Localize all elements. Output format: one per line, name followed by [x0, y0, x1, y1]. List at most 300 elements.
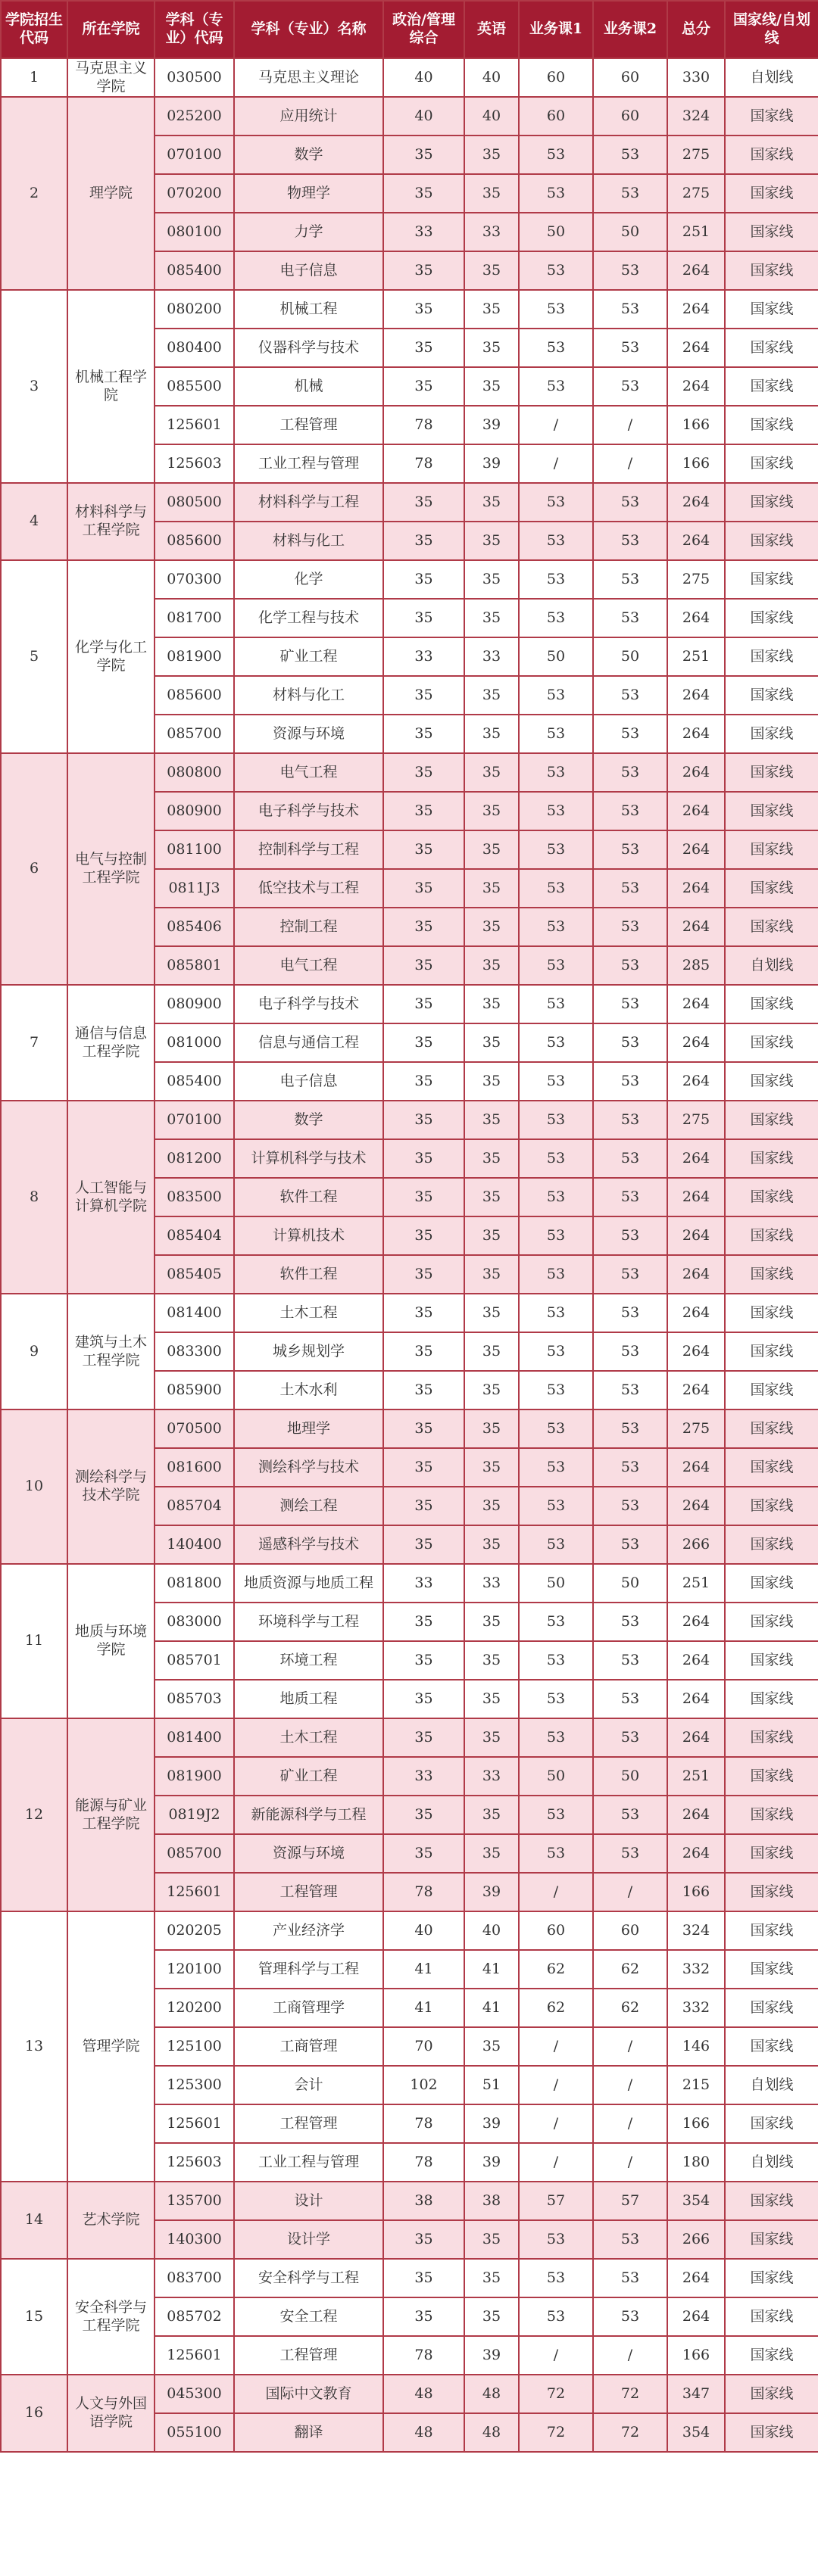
- major-name-cell: 物理学: [234, 174, 383, 213]
- english-score-cell: 33: [464, 637, 519, 676]
- header-line-type: 国家线/自划线: [725, 1, 818, 58]
- course2-score-cell: 53: [593, 715, 667, 753]
- politics-score-cell: 35: [383, 367, 464, 406]
- course1-score-cell: 53: [519, 792, 593, 830]
- total-score-cell: 264: [667, 1178, 725, 1216]
- major-name-cell: 化学工程与技术: [234, 599, 383, 637]
- major-name-cell: 材料科学与工程: [234, 483, 383, 522]
- total-score-cell: 251: [667, 1564, 725, 1603]
- line-type-cell: 国家线: [725, 1718, 818, 1757]
- table-row: [1, 985, 818, 1023]
- major-code-cell: 083700: [155, 2259, 234, 2297]
- major-code-cell: 081100: [155, 830, 234, 869]
- politics-score-cell: 35: [383, 174, 464, 213]
- english-score-cell: 35: [464, 792, 519, 830]
- line-type-cell: 国家线: [725, 1255, 818, 1294]
- major-name-cell: 电子信息: [234, 1062, 383, 1101]
- english-score-cell: 48: [464, 2413, 519, 2452]
- line-type-cell: 国家线: [725, 676, 818, 715]
- major-name-cell: 数学: [234, 135, 383, 174]
- major-name-cell: 低空技术与工程: [234, 869, 383, 908]
- line-type-cell: 国家线: [725, 2259, 818, 2297]
- english-score-cell: 35: [464, 1255, 519, 1294]
- course1-score-cell: 53: [519, 753, 593, 792]
- course1-score-cell: 50: [519, 213, 593, 251]
- course1-score-cell: 53: [519, 1371, 593, 1409]
- course1-score-cell: /: [519, 406, 593, 444]
- english-score-cell: 35: [464, 1680, 519, 1718]
- course2-score-cell: 53: [593, 2220, 667, 2259]
- politics-score-cell: 35: [383, 1796, 464, 1834]
- major-name-cell: 矿业工程: [234, 1757, 383, 1796]
- course1-score-cell: 53: [519, 2297, 593, 2336]
- politics-score-cell: 78: [383, 1873, 464, 1911]
- major-name-cell: 工程管理: [234, 2336, 383, 2375]
- college-name-cell: 管理学院: [67, 1911, 155, 2182]
- course1-score-cell: 53: [519, 251, 593, 290]
- english-score-cell: 35: [464, 1603, 519, 1641]
- course2-score-cell: 53: [593, 985, 667, 1023]
- politics-score-cell: 78: [383, 2336, 464, 2375]
- major-code-cell: 085500: [155, 367, 234, 406]
- total-score-cell: 264: [667, 715, 725, 753]
- course2-score-cell: 60: [593, 1911, 667, 1950]
- line-type-cell: 国家线: [725, 1139, 818, 1178]
- line-type-cell: 国家线: [725, 290, 818, 329]
- major-name-cell: 材料与化工: [234, 522, 383, 560]
- line-type-cell: 国家线: [725, 1448, 818, 1487]
- english-score-cell: 35: [464, 599, 519, 637]
- major-name-cell: 机械工程: [234, 290, 383, 329]
- major-name-cell: 电气工程: [234, 946, 383, 985]
- line-type-cell: 国家线: [725, 329, 818, 367]
- college-code-cell: 9: [1, 1294, 67, 1409]
- english-score-cell: 35: [464, 1023, 519, 1062]
- line-type-cell: 国家线: [725, 753, 818, 792]
- course2-score-cell: 53: [593, 367, 667, 406]
- major-name-cell: 测绘科学与技术: [234, 1448, 383, 1487]
- line-type-cell: 国家线: [725, 1294, 818, 1332]
- total-score-cell: 264: [667, 290, 725, 329]
- total-score-cell: 264: [667, 830, 725, 869]
- major-code-cell: 081800: [155, 1564, 234, 1603]
- politics-score-cell: 40: [383, 58, 464, 97]
- major-name-cell: 力学: [234, 213, 383, 251]
- major-code-cell: 085801: [155, 946, 234, 985]
- politics-score-cell: 33: [383, 213, 464, 251]
- course2-score-cell: 50: [593, 1564, 667, 1603]
- major-code-cell: 0819J2: [155, 1796, 234, 1834]
- politics-score-cell: 35: [383, 908, 464, 946]
- english-score-cell: 35: [464, 946, 519, 985]
- table-row: [1, 290, 818, 329]
- major-code-cell: 140400: [155, 1525, 234, 1564]
- course1-score-cell: /: [519, 2066, 593, 2104]
- politics-score-cell: 33: [383, 1564, 464, 1603]
- line-type-cell: 国家线: [725, 869, 818, 908]
- course1-score-cell: 53: [519, 1448, 593, 1487]
- course2-score-cell: 53: [593, 1603, 667, 1641]
- line-type-cell: 国家线: [725, 1062, 818, 1101]
- major-name-cell: 信息与通信工程: [234, 1023, 383, 1062]
- major-code-cell: 080900: [155, 792, 234, 830]
- major-name-cell: 化学: [234, 560, 383, 599]
- table-row: [1, 2259, 818, 2297]
- course1-score-cell: 53: [519, 599, 593, 637]
- politics-score-cell: 48: [383, 2413, 464, 2452]
- course1-score-cell: /: [519, 2104, 593, 2143]
- major-name-cell: 测绘工程: [234, 1487, 383, 1525]
- major-name-cell: 管理科学与工程: [234, 1950, 383, 1989]
- english-score-cell: 35: [464, 1641, 519, 1680]
- politics-score-cell: 40: [383, 97, 464, 135]
- course1-score-cell: 53: [519, 1834, 593, 1873]
- politics-score-cell: 35: [383, 329, 464, 367]
- line-type-cell: 国家线: [725, 792, 818, 830]
- table-row: [1, 560, 818, 599]
- politics-score-cell: 102: [383, 2066, 464, 2104]
- college-code-cell: 1: [1, 58, 67, 97]
- english-score-cell: 35: [464, 2027, 519, 2066]
- total-score-cell: 180: [667, 2143, 725, 2182]
- course2-score-cell: 53: [593, 1525, 667, 1564]
- college-code-cell: 15: [1, 2259, 67, 2375]
- course1-score-cell: 53: [519, 1023, 593, 1062]
- course2-score-cell: /: [593, 406, 667, 444]
- college-name-cell: 理学院: [67, 97, 155, 290]
- major-name-cell: 工程管理: [234, 406, 383, 444]
- line-type-cell: 国家线: [725, 985, 818, 1023]
- college-name-cell: 安全科学与工程学院: [67, 2259, 155, 2375]
- english-score-cell: 35: [464, 135, 519, 174]
- course2-score-cell: 53: [593, 753, 667, 792]
- course2-score-cell: 53: [593, 1101, 667, 1139]
- major-code-cell: 135700: [155, 2182, 234, 2220]
- line-type-cell: 国家线: [725, 174, 818, 213]
- major-name-cell: 应用统计: [234, 97, 383, 135]
- table-row: [1, 58, 818, 97]
- total-score-cell: 215: [667, 2066, 725, 2104]
- english-score-cell: 35: [464, 676, 519, 715]
- line-type-cell: 国家线: [725, 715, 818, 753]
- major-name-cell: 电子科学与技术: [234, 985, 383, 1023]
- major-code-cell: 080100: [155, 213, 234, 251]
- line-type-cell: 国家线: [725, 1911, 818, 1950]
- politics-score-cell: 35: [383, 1487, 464, 1525]
- total-score-cell: 264: [667, 1641, 725, 1680]
- course2-score-cell: 53: [593, 1718, 667, 1757]
- major-code-cell: 085400: [155, 1062, 234, 1101]
- major-code-cell: 070300: [155, 560, 234, 599]
- english-score-cell: 39: [464, 2336, 519, 2375]
- major-code-cell: 070200: [155, 174, 234, 213]
- course1-score-cell: 53: [519, 2220, 593, 2259]
- english-score-cell: 35: [464, 1216, 519, 1255]
- major-name-cell: 安全工程: [234, 2297, 383, 2336]
- major-name-cell: 资源与环境: [234, 715, 383, 753]
- course2-score-cell: 53: [593, 946, 667, 985]
- line-type-cell: 国家线: [725, 2182, 818, 2220]
- politics-score-cell: 48: [383, 2375, 464, 2413]
- major-name-cell: 工商管理学: [234, 1989, 383, 2027]
- table-row: [1, 483, 818, 522]
- course2-score-cell: 53: [593, 251, 667, 290]
- major-code-cell: 085400: [155, 251, 234, 290]
- course1-score-cell: 53: [519, 1680, 593, 1718]
- course2-score-cell: 53: [593, 329, 667, 367]
- politics-score-cell: 78: [383, 2104, 464, 2143]
- course1-score-cell: 53: [519, 174, 593, 213]
- total-score-cell: 275: [667, 560, 725, 599]
- english-score-cell: 35: [464, 1139, 519, 1178]
- course2-score-cell: 57: [593, 2182, 667, 2220]
- major-name-cell: 计算机技术: [234, 1216, 383, 1255]
- college-code-cell: 6: [1, 753, 67, 985]
- major-code-cell: 080900: [155, 985, 234, 1023]
- english-score-cell: 35: [464, 367, 519, 406]
- course1-score-cell: /: [519, 1873, 593, 1911]
- course2-score-cell: /: [593, 1873, 667, 1911]
- major-name-cell: 电气工程: [234, 753, 383, 792]
- english-score-cell: 35: [464, 329, 519, 367]
- line-type-cell: 国家线: [725, 1101, 818, 1139]
- course2-score-cell: /: [593, 2336, 667, 2375]
- course1-score-cell: 60: [519, 1911, 593, 1950]
- politics-score-cell: 35: [383, 522, 464, 560]
- course1-score-cell: /: [519, 2336, 593, 2375]
- major-code-cell: 0811J3: [155, 869, 234, 908]
- english-score-cell: 35: [464, 1409, 519, 1448]
- major-code-cell: 080500: [155, 483, 234, 522]
- line-type-cell: 国家线: [725, 1332, 818, 1371]
- english-score-cell: 39: [464, 444, 519, 483]
- course2-score-cell: 53: [593, 1487, 667, 1525]
- politics-score-cell: 35: [383, 483, 464, 522]
- major-code-cell: 120100: [155, 1950, 234, 1989]
- politics-score-cell: 35: [383, 1294, 464, 1332]
- total-score-cell: 264: [667, 522, 725, 560]
- total-score-cell: 264: [667, 1023, 725, 1062]
- total-score-cell: 166: [667, 406, 725, 444]
- english-score-cell: 35: [464, 1718, 519, 1757]
- major-name-cell: 材料与化工: [234, 676, 383, 715]
- total-score-cell: 324: [667, 1911, 725, 1950]
- major-code-cell: 125603: [155, 444, 234, 483]
- course1-score-cell: 50: [519, 637, 593, 676]
- course1-score-cell: 53: [519, 830, 593, 869]
- english-score-cell: 33: [464, 213, 519, 251]
- header-major-name: 学科（专业）名称: [234, 1, 383, 58]
- header-college-code: 学院招生代码: [1, 1, 67, 58]
- total-score-cell: 251: [667, 213, 725, 251]
- major-name-cell: 软件工程: [234, 1178, 383, 1216]
- total-score-cell: 166: [667, 2104, 725, 2143]
- college-code-cell: 14: [1, 2182, 67, 2259]
- course2-score-cell: 53: [593, 560, 667, 599]
- line-type-cell: 国家线: [725, 1757, 818, 1796]
- line-type-cell: 国家线: [725, 1178, 818, 1216]
- total-score-cell: 251: [667, 637, 725, 676]
- politics-score-cell: 35: [383, 1371, 464, 1409]
- college-name-cell: 测绘科学与技术学院: [67, 1409, 155, 1564]
- course1-score-cell: 53: [519, 908, 593, 946]
- major-code-cell: 025200: [155, 97, 234, 135]
- major-code-cell: 085703: [155, 1680, 234, 1718]
- politics-score-cell: 78: [383, 2143, 464, 2182]
- english-score-cell: 35: [464, 290, 519, 329]
- total-score-cell: 275: [667, 135, 725, 174]
- total-score-cell: 264: [667, 792, 725, 830]
- course2-score-cell: 60: [593, 58, 667, 97]
- course2-score-cell: /: [593, 2143, 667, 2182]
- total-score-cell: 264: [667, 1216, 725, 1255]
- line-type-cell: 国家线: [725, 830, 818, 869]
- course2-score-cell: 53: [593, 135, 667, 174]
- line-type-cell: 国家线: [725, 251, 818, 290]
- line-type-cell: 国家线: [725, 908, 818, 946]
- major-code-cell: 125601: [155, 1873, 234, 1911]
- line-type-cell: 国家线: [725, 2413, 818, 2452]
- english-score-cell: 39: [464, 406, 519, 444]
- college-name-cell: 电气与控制工程学院: [67, 753, 155, 985]
- course2-score-cell: 53: [593, 1062, 667, 1101]
- table-row: [1, 1101, 818, 1139]
- line-type-cell: 国家线: [725, 1023, 818, 1062]
- major-name-cell: 翻译: [234, 2413, 383, 2452]
- politics-score-cell: 35: [383, 2259, 464, 2297]
- header-politics: 政治/管理综合: [383, 1, 464, 58]
- line-type-cell: 国家线: [725, 1216, 818, 1255]
- english-score-cell: 35: [464, 174, 519, 213]
- politics-score-cell: 40: [383, 1911, 464, 1950]
- course1-score-cell: /: [519, 2027, 593, 2066]
- course1-score-cell: 53: [519, 1139, 593, 1178]
- total-score-cell: 264: [667, 1680, 725, 1718]
- english-score-cell: 35: [464, 1796, 519, 1834]
- politics-score-cell: 35: [383, 1680, 464, 1718]
- course1-score-cell: 53: [519, 1216, 593, 1255]
- major-code-cell: 125601: [155, 2104, 234, 2143]
- line-type-cell: 国家线: [725, 1873, 818, 1911]
- major-code-cell: 085404: [155, 1216, 234, 1255]
- major-name-cell: 马克思主义理论: [234, 58, 383, 97]
- college-code-cell: 5: [1, 560, 67, 753]
- line-type-cell: 自划线: [725, 2066, 818, 2104]
- major-name-cell: 电子科学与技术: [234, 792, 383, 830]
- english-score-cell: 33: [464, 1564, 519, 1603]
- header-english: 英语: [464, 1, 519, 58]
- total-score-cell: 332: [667, 1989, 725, 2027]
- politics-score-cell: 35: [383, 135, 464, 174]
- line-type-cell: 国家线: [725, 2027, 818, 2066]
- course1-score-cell: 53: [519, 483, 593, 522]
- line-type-cell: 国家线: [725, 483, 818, 522]
- college-code-cell: 13: [1, 1911, 67, 2182]
- college-code-cell: 12: [1, 1718, 67, 1911]
- major-name-cell: 土木水利: [234, 1371, 383, 1409]
- english-score-cell: 51: [464, 2066, 519, 2104]
- course2-score-cell: 53: [593, 599, 667, 637]
- politics-score-cell: 35: [383, 1332, 464, 1371]
- total-score-cell: 347: [667, 2375, 725, 2413]
- course1-score-cell: 53: [519, 1487, 593, 1525]
- english-score-cell: 35: [464, 1062, 519, 1101]
- course1-score-cell: 53: [519, 946, 593, 985]
- total-score-cell: 264: [667, 1062, 725, 1101]
- major-name-cell: 控制科学与工程: [234, 830, 383, 869]
- major-code-cell: 030500: [155, 58, 234, 97]
- college-code-cell: 2: [1, 97, 67, 290]
- politics-score-cell: 35: [383, 1603, 464, 1641]
- english-score-cell: 40: [464, 1911, 519, 1950]
- line-type-cell: 国家线: [725, 1525, 818, 1564]
- major-code-cell: 085900: [155, 1371, 234, 1409]
- major-name-cell: 工程管理: [234, 2104, 383, 2143]
- line-type-cell: 国家线: [725, 1680, 818, 1718]
- major-name-cell: 地理学: [234, 1409, 383, 1448]
- major-name-cell: 资源与环境: [234, 1834, 383, 1873]
- major-code-cell: 085700: [155, 1834, 234, 1873]
- college-name-cell: 建筑与土木工程学院: [67, 1294, 155, 1409]
- line-type-cell: 国家线: [725, 599, 818, 637]
- politics-score-cell: 35: [383, 1101, 464, 1139]
- line-type-cell: 自划线: [725, 2143, 818, 2182]
- course2-score-cell: 62: [593, 1950, 667, 1989]
- politics-score-cell: 35: [383, 985, 464, 1023]
- english-score-cell: 35: [464, 560, 519, 599]
- english-score-cell: 39: [464, 2104, 519, 2143]
- total-score-cell: 275: [667, 1409, 725, 1448]
- line-type-cell: 国家线: [725, 135, 818, 174]
- major-code-cell: 085600: [155, 522, 234, 560]
- politics-score-cell: 35: [383, 715, 464, 753]
- english-score-cell: 35: [464, 1294, 519, 1332]
- major-code-cell: 125300: [155, 2066, 234, 2104]
- course1-score-cell: 72: [519, 2375, 593, 2413]
- major-code-cell: 070500: [155, 1409, 234, 1448]
- college-name-cell: 马克思主义学院: [67, 58, 155, 97]
- line-type-cell: 国家线: [725, 1950, 818, 1989]
- course1-score-cell: 53: [519, 2259, 593, 2297]
- course2-score-cell: 53: [593, 1448, 667, 1487]
- college-name-cell: 人文与外国语学院: [67, 2375, 155, 2452]
- politics-score-cell: 78: [383, 406, 464, 444]
- english-score-cell: 35: [464, 2259, 519, 2297]
- total-score-cell: 264: [667, 1834, 725, 1873]
- course1-score-cell: 53: [519, 1062, 593, 1101]
- english-score-cell: 35: [464, 522, 519, 560]
- course2-score-cell: 53: [593, 1139, 667, 1178]
- major-code-cell: 085704: [155, 1487, 234, 1525]
- line-type-cell: 国家线: [725, 2375, 818, 2413]
- table-row: [1, 1409, 818, 1448]
- course2-score-cell: 53: [593, 1796, 667, 1834]
- course2-score-cell: 53: [593, 290, 667, 329]
- politics-score-cell: 35: [383, 1255, 464, 1294]
- line-type-cell: 国家线: [725, 1564, 818, 1603]
- course2-score-cell: 53: [593, 908, 667, 946]
- english-score-cell: 39: [464, 1873, 519, 1911]
- college-name-cell: 材料科学与工程学院: [67, 483, 155, 560]
- course2-score-cell: 53: [593, 522, 667, 560]
- total-score-cell: 264: [667, 1255, 725, 1294]
- course2-score-cell: 53: [593, 1371, 667, 1409]
- course1-score-cell: 50: [519, 1757, 593, 1796]
- politics-score-cell: 41: [383, 1989, 464, 2027]
- course2-score-cell: 50: [593, 637, 667, 676]
- course1-score-cell: 53: [519, 1409, 593, 1448]
- total-score-cell: 285: [667, 946, 725, 985]
